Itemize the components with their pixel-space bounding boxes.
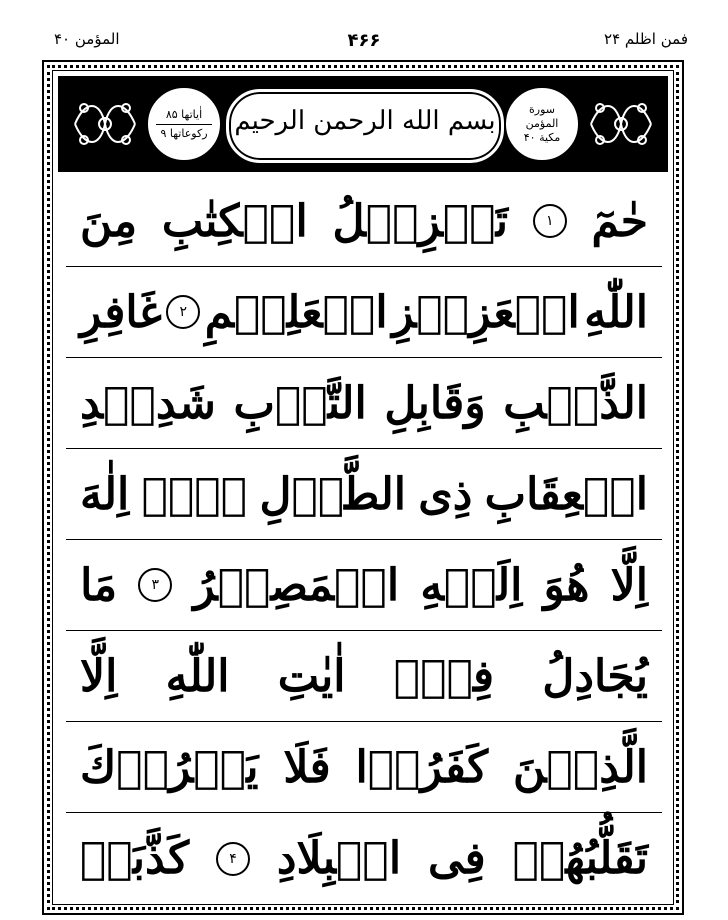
ruku-count: ركوعاتها ۹ <box>160 126 208 140</box>
ayat-count: اٰياتها ۸۵ <box>165 107 203 121</box>
floral-ornament-icon <box>586 90 656 158</box>
word: فِى <box>427 833 486 884</box>
word: يَغۡرُرۡكَ <box>80 741 259 793</box>
ayah-marker: ۳ <box>138 568 172 602</box>
word: كَفَرُوۡا <box>355 741 489 793</box>
word: التَّوۡبِ <box>233 377 367 429</box>
word: لَاۤ <box>141 468 248 520</box>
word: مِنَ <box>80 195 138 247</box>
bismillah-cartouche <box>226 89 504 163</box>
ayat-ruku-badge <box>146 86 222 162</box>
verse-line-4 <box>66 449 662 540</box>
word: اٰيٰتِ <box>277 650 346 702</box>
word: الطَّوۡلِ <box>259 468 406 520</box>
word: يُجَادِلُ <box>542 650 648 702</box>
word: الۡبِلَادِ <box>276 833 402 884</box>
word: اللّٰهِ <box>584 286 648 338</box>
word: الۡكِتٰبِ <box>161 195 308 247</box>
verse-line-3 <box>66 358 662 449</box>
badge-divider <box>156 124 212 125</box>
page-header <box>0 0 728 58</box>
word: تَنۡزِيۡلُ <box>332 195 508 247</box>
page-number: ۴۶۶ <box>347 30 381 51</box>
surah-name-badge <box>504 86 580 162</box>
word: ذِى <box>418 468 473 520</box>
surah-running-title: المؤمن ۴۰ <box>54 30 120 48</box>
verse-line-2 <box>66 267 662 358</box>
word: اِلَيۡهِ <box>420 559 523 611</box>
verse-line-5 <box>66 540 662 631</box>
word: غَافِرِ <box>80 286 162 338</box>
word: الۡمَصِيۡرُ <box>193 559 400 611</box>
word: هُوَ <box>543 559 590 611</box>
page-frame <box>42 60 684 915</box>
word: الَّذِيۡنَ <box>512 741 648 793</box>
floral-ornament-icon <box>70 90 140 158</box>
surah-word: سورة <box>529 103 555 116</box>
word: كَذَّبَتۡ <box>80 833 190 884</box>
word: اِلٰهَ <box>80 468 130 520</box>
verse-lines <box>66 176 662 904</box>
word: الۡعَزِيۡزِ <box>392 286 580 338</box>
word: اِلَّا <box>610 559 648 611</box>
word: وَقَابِلِ <box>384 377 486 429</box>
surah-revelation: مكية ۴۰ <box>523 131 561 144</box>
ayah-marker: ۲ <box>166 295 200 329</box>
verse-line-1 <box>66 176 662 267</box>
word: اِلَّا <box>80 650 118 702</box>
word: مَا <box>80 559 118 611</box>
verse-line-8 <box>66 813 662 904</box>
word: فَلَا <box>283 741 331 793</box>
word: الۡعِقَابِ <box>484 468 648 520</box>
verse-line-6 <box>66 631 662 722</box>
word: الذَّنۡبِ <box>503 377 648 429</box>
word: حٰمٓ <box>591 195 648 247</box>
ayah-marker: ۱ <box>533 204 567 238</box>
word: فِىۡۤ <box>393 650 495 702</box>
ayah-marker: ۴ <box>216 842 250 876</box>
word: الۡعَلِيۡمِ <box>204 286 388 338</box>
juz-running-title: فمن اظلم ۲۴ <box>604 30 688 48</box>
bismillah: بسم الله الرحمن الرحيم <box>234 106 496 136</box>
word: اللّٰهِ <box>165 650 230 702</box>
word: تَقَلُّبُهُمۡ <box>512 833 648 884</box>
surah-name: المؤمن <box>525 117 559 130</box>
word: شَدِيۡدِ <box>80 377 216 429</box>
surah-header-band <box>58 76 668 172</box>
verse-line-7 <box>66 722 662 813</box>
